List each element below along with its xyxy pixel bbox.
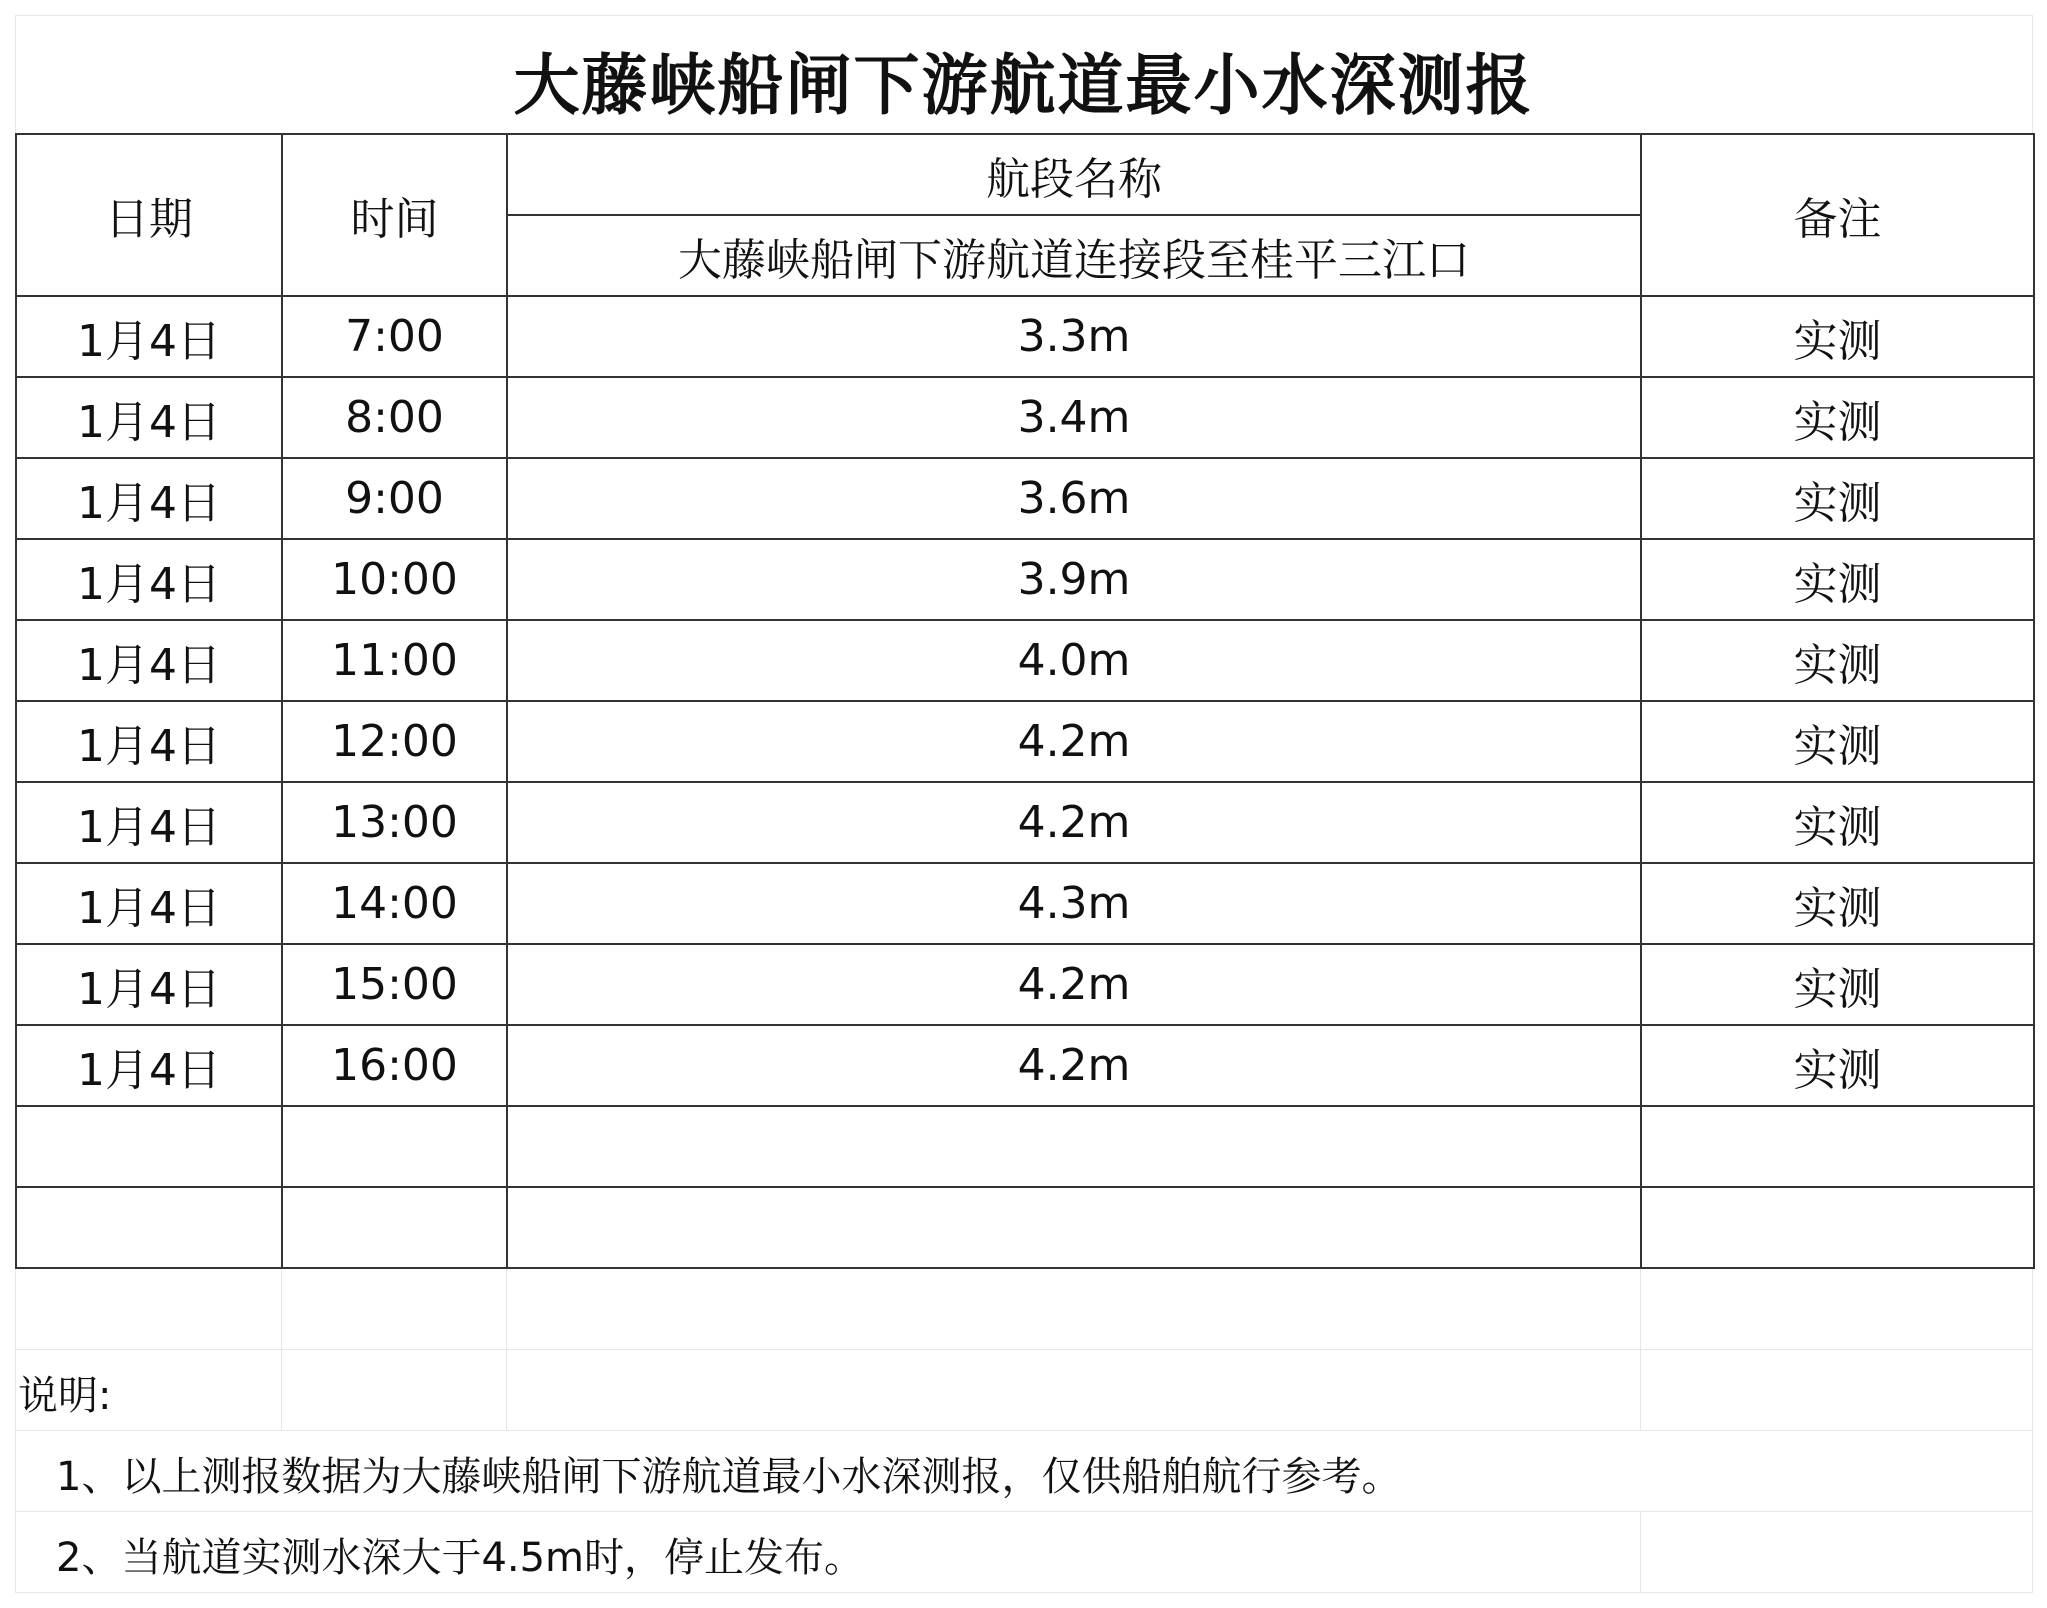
gridline [15,1511,2032,1512]
gridline [15,1349,2032,1350]
table-row [16,782,2034,863]
cell-date: 1月4日 [16,944,282,1025]
gridline [1640,1511,1641,1592]
cell-remark: 实测 [1641,782,2034,863]
empty-cell [16,1187,282,1268]
empty-cell [282,1106,507,1187]
gridline [15,1592,2032,1593]
cell-depth: 4.2m [507,701,1641,782]
cell-depth: 4.2m [507,1025,1641,1106]
cell-time: 12:00 [282,701,507,782]
empty-table-row [16,1106,2034,1187]
cell-depth: 4.2m [507,782,1641,863]
table-row [16,944,2034,1025]
cell-time: 11:00 [282,620,507,701]
cell-time: 15:00 [282,944,507,1025]
cell-remark: 实测 [1641,296,2034,377]
cell-remark: 实测 [1641,863,2034,944]
header-date: 日期 [16,134,282,296]
header-section-name: 大藤峡船闸下游航道连接段至桂平三江口 [507,215,1641,296]
header-row [16,134,2034,215]
report-title: 大藤峡船闸下游航道最小水深测报 [513,46,1534,124]
cell-time: 10:00 [282,539,507,620]
cell-depth: 4.2m [507,944,1641,1025]
cell-date: 1月4日 [16,782,282,863]
cell-depth: 3.4m [507,377,1641,458]
table-row [16,377,2034,458]
gridline [281,1268,282,1430]
cell-depth: 3.9m [507,539,1641,620]
cell-date: 1月4日 [16,458,282,539]
gridline [15,1268,16,1593]
table-row [16,539,2034,620]
empty-cell [16,1106,282,1187]
table-row [16,1025,2034,1106]
cell-time: 8:00 [282,377,507,458]
cell-remark: 实测 [1641,620,2034,701]
cell-remark: 实测 [1641,944,2034,1025]
table-row [16,863,2034,944]
cell-date: 1月4日 [16,377,282,458]
note-item: 1、以上测报数据为大藤峡船闸下游航道最小水深测报，仅供船舶航行参考。 [56,1453,1402,1500]
depth-report-table [15,133,2035,1269]
cell-date: 1月4日 [16,863,282,944]
notes-label: 说明: [18,1372,112,1419]
cell-remark: 实测 [1641,377,2034,458]
table-row [16,296,2034,377]
cell-remark: 实测 [1641,701,2034,782]
header-section-group: 航段名称 [507,134,1641,215]
cell-time: 7:00 [282,296,507,377]
gridline [15,1430,2032,1431]
cell-time: 16:00 [282,1025,507,1106]
cell-time: 13:00 [282,782,507,863]
cell-date: 1月4日 [16,296,282,377]
cell-depth: 3.6m [507,458,1641,539]
empty-table-row [16,1187,2034,1268]
cell-depth: 4.0m [507,620,1641,701]
gridline [506,1268,507,1430]
gridline [15,15,2032,16]
cell-remark: 实测 [1641,539,2034,620]
cell-depth: 3.3m [507,296,1641,377]
cell-time: 14:00 [282,863,507,944]
note-item: 2、当航道实测水深大于4.5m时，停止发布。 [56,1534,865,1581]
cell-date: 1月4日 [16,701,282,782]
cell-date: 1月4日 [16,620,282,701]
empty-cell [282,1187,507,1268]
gridline [2032,1268,2033,1593]
cell-depth: 4.3m [507,863,1641,944]
table-row [16,701,2034,782]
empty-cell [1641,1106,2034,1187]
header-time: 时间 [282,134,507,296]
table-row [16,458,2034,539]
empty-cell [507,1106,1641,1187]
gridline [1640,1268,1641,1430]
table-row [16,620,2034,701]
cell-date: 1月4日 [16,1025,282,1106]
cell-time: 9:00 [282,458,507,539]
empty-cell [1641,1187,2034,1268]
gridline [2032,15,2033,135]
header-remark: 备注 [1641,134,2034,296]
empty-cell [507,1187,1641,1268]
cell-remark: 实测 [1641,1025,2034,1106]
cell-date: 1月4日 [16,539,282,620]
cell-remark: 实测 [1641,458,2034,539]
